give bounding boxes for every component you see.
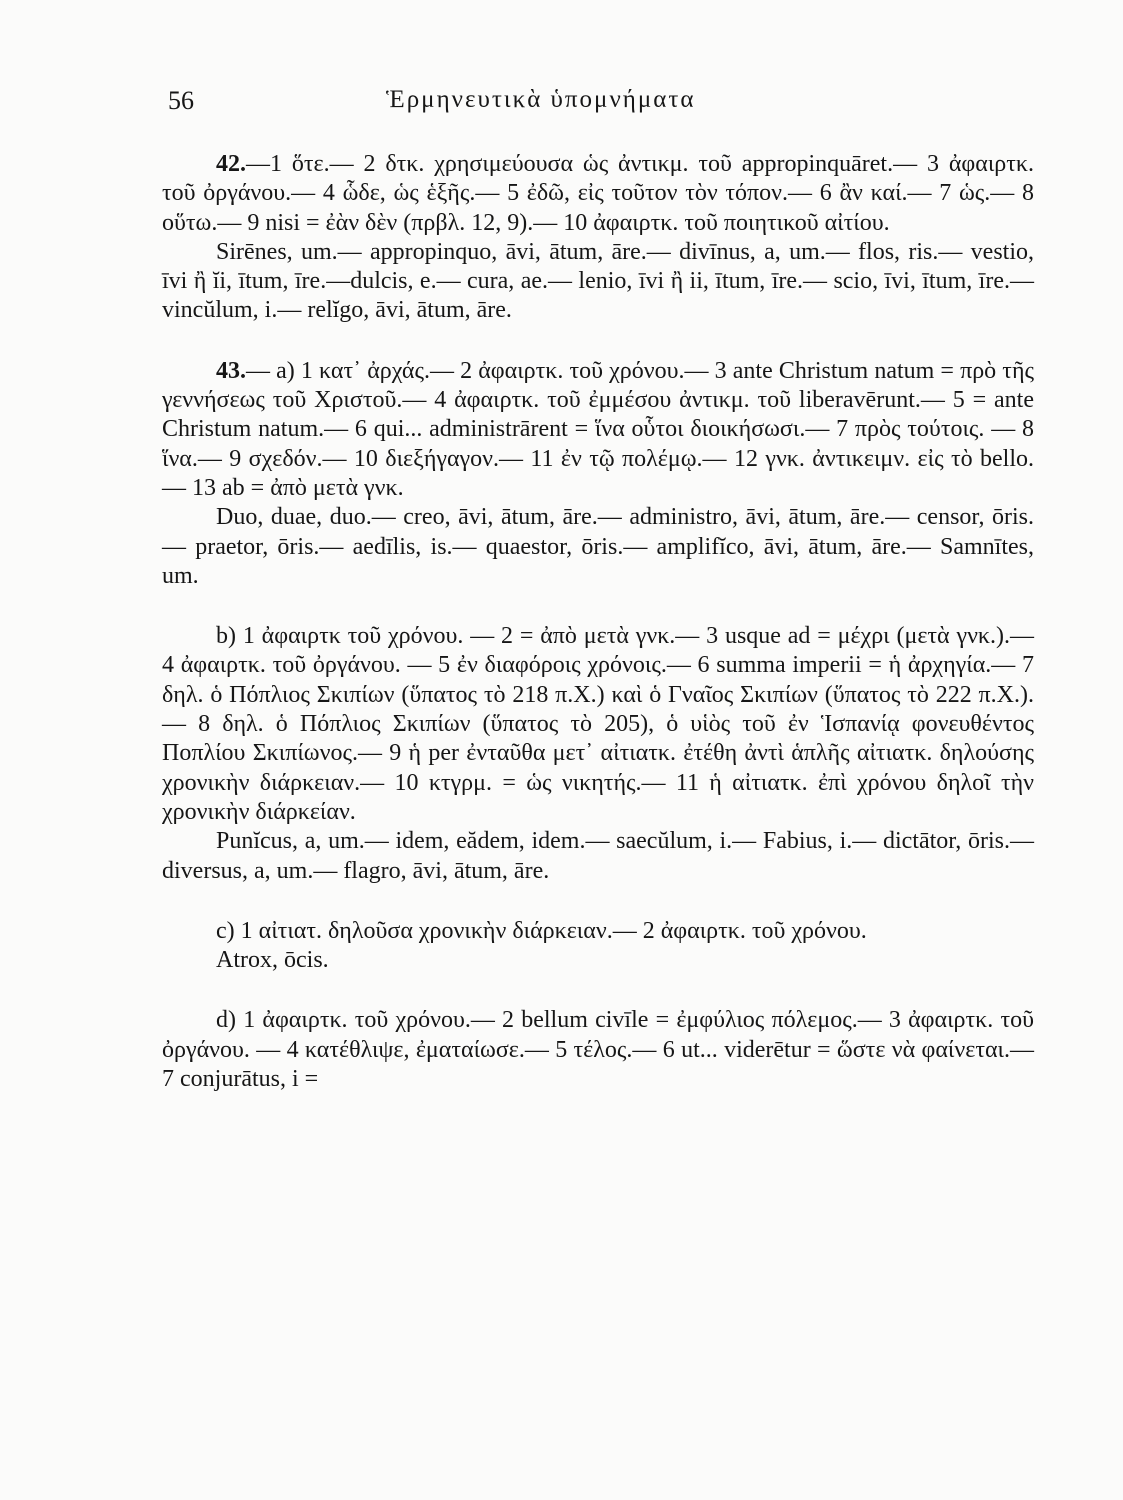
section-43-b-notes: b) 1 ἀφαιρτκ τοῦ χρόνου. — 2 = ἀπὸ μετὰ γνκ.— 3 usque ad = μέχρι (μετὰ γνκ.).— 4 ἀφαιρτκ. τοῦ ὀργάνου. — 5 ἐν διαφόροις χρόνοις.— 6 summa imperii = ἡ ἀρχηγία.— 7 δηλ. ὁ Πόπλιος Σκιπίων (ὕπατος τὸ 218 π.Χ.) καὶ ὁ Γναῖος Σκιπίων (ὕπατος τὸ 222 π.Χ.).— 8 δηλ. ὁ Πόπλιος Σκιπίων (ὕπατος τὸ 205), ὁ υἱὸς τοῦ ἐν Ἱσπανίᾳ φονευθέντος Ποπλίου Σκιπίωνος.— 9 ἡ per ἐνταῦθα μετ᾽ αἰτιατκ. ἐτέθη ἀντὶ ἁπλῆς αἰτιατκ. δηλούσης χρονικὴν διάρκειαν.— 10 κτγρμ. = ὡς νικητής.— 11 ἡ αἰτιατκ. ἐπὶ χρόνου δηλοῖ τὴν χρονικὴν διάρκείαν. (162, 623, 1034, 825)
section-43-c-vocab: Atrox, ōcis. (216, 947, 329, 974)
section-42-notes (162, 150, 1034, 238)
section-42-notes-text: —1 ὅτε.— 2 δτκ. χρησιμεύουσα ὡς ἀντικμ. τοῦ appropinquāret.— 3 ἀφαιρτκ. τοῦ ὀργάνου.— 4 ὧδε, ὡς ἑξῆς.— 5 ἐδῶ, εἰς τοῦτον τὸν τόπον.— 6 ἂν καί.— 7 ὡς.— 8 οὕτω.— 9 nisi = ἐὰν δὲν (πρβλ. 12, 9).— 10 ἀφαιρτκ. τοῦ ποιητικοῦ αἰτίου. (162, 151, 1034, 236)
section-43-a-notes-text: — a) 1 κατ᾽ ἀρχάς.— 2 ἀφαιρτκ. τοῦ χρόνου.— 3 ante Christum natum = πρὸ τῆς γεννήσεως τοῦ Χριστοῦ.— 4 ἀφαιρτκ. τοῦ ἐμμέσου ἀντικμ. τοῦ liberavērunt.— 5 = ante Christum natum.— 6 qui... administrārent = ἵνα οὗτοι διοικήσωσι.— 7 πρὸς τούτοις. — 8 ἵνα.— 9 σχεδόν.— 10 διεξήγαγον.— 11 ἐν τῷ πολέμῳ.— 12 γνκ. ἀντικειμν. εἰς τὸ bello.— 13 ab = ἀπὸ μετὰ γνκ. (162, 357, 1034, 501)
page-number: 56 (168, 86, 194, 115)
section-42-number: 42. (216, 151, 246, 177)
body-text (162, 150, 1034, 1094)
section-43-b-vocab: Punĭcus, a, um.— idem, eădem, idem.— saecŭlum, i.— Fabius, i.— dictātor, ōris.— diversus, a, um.— flagro, āvi, ātum, āre. (162, 828, 1034, 884)
section-43-a-vocab: Duo, duae, duo.— creo, āvi, ātum, āre.— administro, āvi, ātum, āre.— censor, ōris.— praetor, ōris.— aedīlis, is.— quaestor, ōris.— amplifĭco, āvi, ātum, āre.— Samnītes, um. (162, 504, 1034, 589)
running-head (168, 86, 1034, 120)
section-43-a-notes (162, 357, 1034, 503)
section-43-c-notes: c) 1 αἰτιατ. δηλοῦσα χρονικὴν διάρκειαν.— 2 ἀφαιρτκ. τοῦ χρόνου. (216, 917, 867, 944)
section-42-vocab: Sirēnes, um.— appropinquo, āvi, ātum, āre.— divīnus, a, um.— flos, ris.— vestio, īvi ἢ ĭi, ītum, īre.—dulcis, e.— cura, ae.— lenio, īvi ἢ ii, ītum, īre.— scio, īvi, ītum, īre.— vincŭlum, i.— relĭgo, āvi, ātum, āre. (162, 238, 1034, 324)
page-header-title: Ἑρμηνευτικὰ ὑπομνήματα (386, 86, 696, 113)
section-43-d-notes: d) 1 ἀφαιρτκ. τοῦ χρόνου.— 2 bellum civīle = ἐμφύλιος πόλεμος.— 3 ἀφαιρτκ. τοῦ ὀργάνου. — 4 κατέθλιψε, ἐματαίωσε.— 5 τέλος.— 6 ut... viderētur = ὥστε νὰ φαίνεται.— 7 conjurātus, i = (162, 1007, 1034, 1093)
section-43-number: 43. (216, 357, 246, 384)
